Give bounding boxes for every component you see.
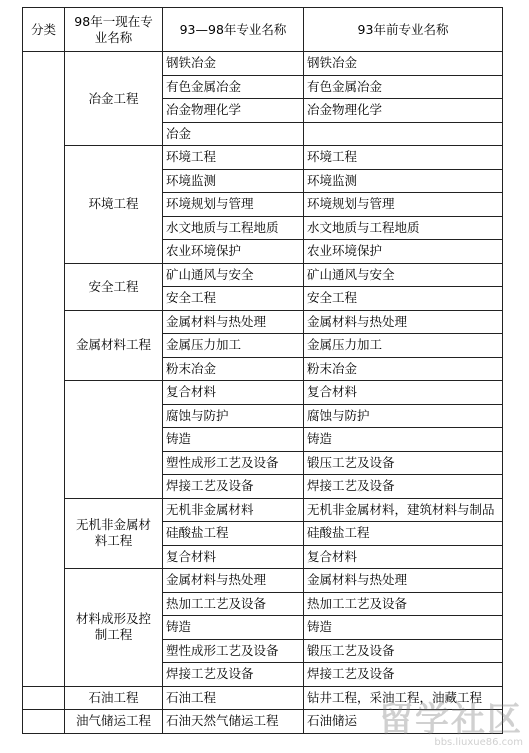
mid-name-cell: 水文地质与工程地质: [163, 216, 304, 240]
mid-name-cell: 复合材料: [163, 381, 304, 405]
major-name-table: [22, 7, 503, 734]
old-name-cell: 环境监测: [304, 169, 503, 193]
category-cell: [23, 686, 65, 710]
header-row: [23, 8, 503, 52]
old-name-cell: 石油储运: [304, 710, 503, 734]
old-name-cell: 金属材料与热处理: [304, 569, 503, 593]
group-unnamed: [65, 381, 163, 499]
mid-name-cell: 环境规划与管理: [163, 193, 304, 217]
group-forming: 材料成形及控制工程: [65, 569, 163, 687]
old-name-cell: 无机非金属材料，建筑材料与制品: [304, 498, 503, 522]
mid-name-cell: 金属压力加工: [163, 334, 304, 358]
old-name-cell: 锻压工艺及设备: [304, 639, 503, 663]
watermark-text: 留学社区: [379, 700, 523, 740]
mid-name-cell: 安全工程: [163, 287, 304, 311]
old-name-cell: 热加工工艺及设备: [304, 592, 503, 616]
mid-name-cell: 石油工程: [163, 686, 304, 710]
mid-name-cell: 有色金属冶金: [163, 75, 304, 99]
table-row: [23, 146, 503, 170]
group-nonmetal: 无机非金属材料工程: [65, 498, 163, 569]
mid-name-cell: 无机非金属材料: [163, 498, 304, 522]
table-row: [23, 263, 503, 287]
old-name-cell: 焊接工艺及设备: [304, 663, 503, 687]
group-metallurgy: 冶金工程: [65, 52, 163, 146]
old-name-cell: 金属压力加工: [304, 334, 503, 358]
old-name-cell: 水文地质与工程地质: [304, 216, 503, 240]
table-row: [23, 52, 503, 76]
header-current-name: 98年一现在专业名称: [65, 8, 163, 52]
group-petroleum: 石油工程: [65, 686, 163, 710]
old-name-cell: 焊接工艺及设备: [304, 475, 503, 499]
old-name-cell: 有色金属冶金: [304, 75, 503, 99]
mid-name-cell: 塑性成形工艺及设备: [163, 639, 304, 663]
table-row: [23, 569, 503, 593]
group-oilgas: 油气储运工程: [65, 710, 163, 734]
mid-name-cell: 农业环境保护: [163, 240, 304, 264]
mid-name-cell: 冶金物理化学: [163, 99, 304, 123]
mid-name-cell: 钢铁冶金: [163, 52, 304, 76]
mid-name-cell: 金属材料与热处理: [163, 569, 304, 593]
mid-name-cell: 铸造: [163, 428, 304, 452]
old-name-cell: 环境工程: [304, 146, 503, 170]
old-name-cell: 复合材料: [304, 545, 503, 569]
old-name-cell: 安全工程: [304, 287, 503, 311]
old-name-cell: 腐蚀与防护: [304, 404, 503, 428]
old-name-cell: 冶金物理化学: [304, 99, 503, 123]
table-row: [23, 310, 503, 334]
old-name-cell: 矿山通风与安全: [304, 263, 503, 287]
old-name-cell: [304, 122, 503, 146]
mid-name-cell: 热加工工艺及设备: [163, 592, 304, 616]
old-name-cell: 硅酸盐工程: [304, 522, 503, 546]
category-cell: [23, 710, 65, 734]
old-name-cell: 金属材料与热处理: [304, 310, 503, 334]
old-name-cell: 铸造: [304, 616, 503, 640]
table-row: [23, 381, 503, 405]
mid-name-cell: 硅酸盐工程: [163, 522, 304, 546]
mid-name-cell: 铸造: [163, 616, 304, 640]
mid-name-cell: 焊接工艺及设备: [163, 663, 304, 687]
mid-name-cell: 金属材料与热处理: [163, 310, 304, 334]
header-category: 分类: [23, 8, 65, 52]
old-name-cell: 复合材料: [304, 381, 503, 405]
table-row: [23, 498, 503, 522]
mid-name-cell: 环境工程: [163, 146, 304, 170]
old-name-cell: 钢铁冶金: [304, 52, 503, 76]
old-name-cell: 农业环境保护: [304, 240, 503, 264]
mid-name-cell: 焊接工艺及设备: [163, 475, 304, 499]
group-environment: 环境工程: [65, 146, 163, 264]
header-93-98-name: 93—98年专业名称: [163, 8, 304, 52]
group-metal-materials: 金属材料工程: [65, 310, 163, 381]
category-cell: [23, 52, 65, 687]
old-name-cell: 环境规划与管理: [304, 193, 503, 217]
watermark: [379, 700, 523, 749]
mid-name-cell: 腐蚀与防护: [163, 404, 304, 428]
mid-name-cell: 矿山通风与安全: [163, 263, 304, 287]
old-name-cell: 粉末冶金: [304, 357, 503, 381]
mid-name-cell: 塑性成形工艺及设备: [163, 451, 304, 475]
old-name-cell: 钻井工程，采油工程，油藏工程: [304, 686, 503, 710]
mid-name-cell: 粉末冶金: [163, 357, 304, 381]
mid-name-cell: 复合材料: [163, 545, 304, 569]
mid-name-cell: 冶金: [163, 122, 304, 146]
mid-name-cell: 石油天然气储运工程: [163, 710, 304, 734]
old-name-cell: 锻压工艺及设备: [304, 451, 503, 475]
group-safety: 安全工程: [65, 263, 163, 310]
mid-name-cell: 环境监测: [163, 169, 304, 193]
header-pre93-name: 93年前专业名称: [304, 8, 503, 52]
watermark-url: bbs.liuxue86.com: [434, 737, 523, 748]
old-name-cell: 铸造: [304, 428, 503, 452]
